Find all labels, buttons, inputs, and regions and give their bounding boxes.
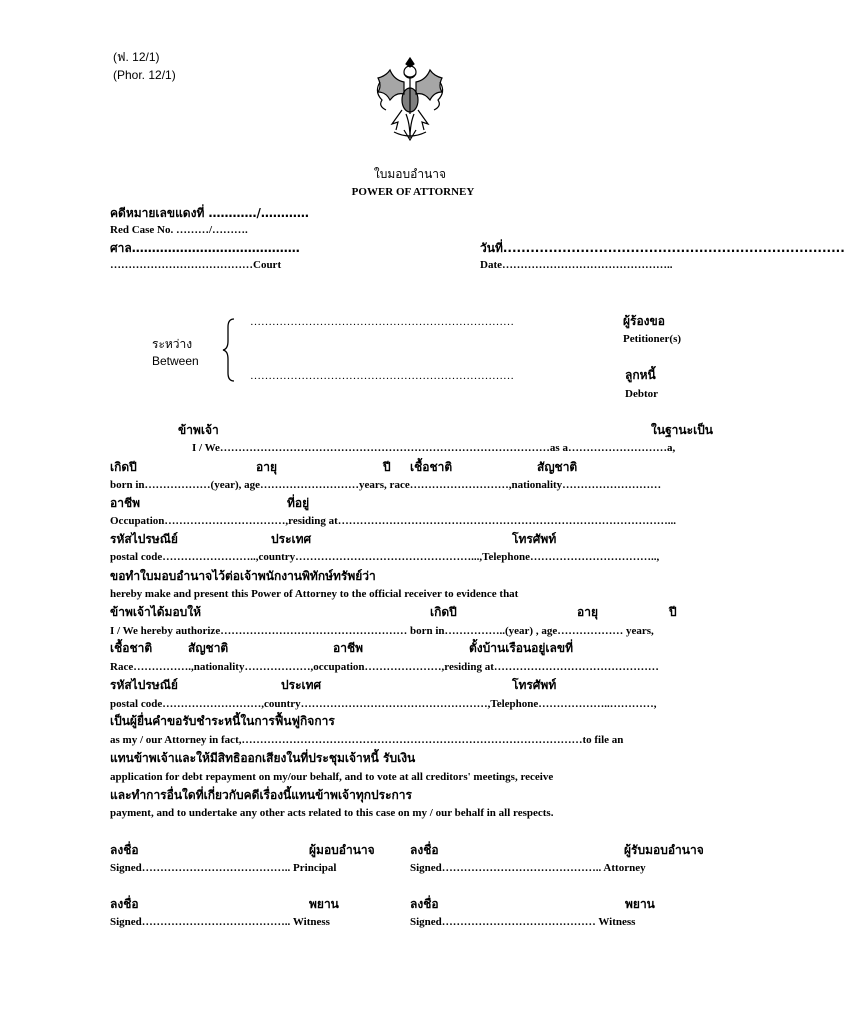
debtor-thai: ลูกหนี้ xyxy=(625,368,656,382)
sign-thai-4: ลงชื่อ xyxy=(410,897,439,911)
l7-thai-race: เชื้อชาติ xyxy=(110,641,153,655)
l2-en: born in………………(year), age………………………years, race………………………,nationality……………………… xyxy=(110,479,662,491)
l3-thai-address: ที่อยู่ xyxy=(287,496,310,510)
sign-thai-2: ลงชื่อ xyxy=(410,843,439,857)
l2-thai-race: เชื้อชาติ xyxy=(410,460,453,474)
l7-en: Race…………….,nationality………………,occupation…………………,residing at……………………………………… xyxy=(110,661,659,673)
l7-thai-residing: ตั้งบ้านเรือนอยู่เลขที่ xyxy=(469,641,573,655)
l1-thai-as: ในฐานะเป็น xyxy=(651,423,713,437)
l8-thai-country: ประเทศ xyxy=(281,678,322,692)
petitioner-en: Petitioner(s) xyxy=(623,333,682,345)
l4-thai-country: ประเทศ xyxy=(271,532,312,546)
l4-thai-phone: โทรศัพท์ xyxy=(512,532,557,546)
l6-thai-age: อายุ xyxy=(577,605,598,619)
sign-thai-3: ลงชื่อ xyxy=(110,897,139,911)
between-thai: ระหว่าง xyxy=(152,337,193,351)
l1-thai-i: ข้าพเจ้า xyxy=(178,423,219,437)
l3-en: Occupation……………………………,residing at………………………………………………………………………………... xyxy=(110,515,677,527)
l9-en: as my / our Attorney in fact,…………………………………………………………………………………to file an xyxy=(110,734,624,746)
court-en: …………………………………Court xyxy=(110,259,282,271)
l6-en: I / We hereby authorize…………………………………………… born in……………..(year) , age……………… years, xyxy=(110,625,654,637)
petitioner-line: ……………………………………………………………… xyxy=(250,316,514,328)
form-code-en: (Phor. 12/1) xyxy=(113,68,176,82)
attorney-thai: ผู้รับมอบอำนาจ xyxy=(624,843,704,857)
l11-thai: และทำการอื่นใดที่เกี่ยวกับคดีเรื่องนี้แทนข้าพเจ้าทุกประการ xyxy=(110,788,412,802)
l8-thai-phone: โทรศัพท์ xyxy=(512,678,557,692)
title-en: POWER OF ATTORNEY xyxy=(351,186,475,198)
debtor-line: ……………………………………………………………… xyxy=(250,370,514,382)
witness1-signature-line: Signed………………………………….. Witness xyxy=(110,916,330,928)
l9-thai: เป็นผู้ยื่นคำขอรับชำระหนี้ในการฟื้นฟูกิจการ xyxy=(110,714,335,728)
l5-en: hereby make and present this Power of Attorney to the official receiver to evidence that xyxy=(110,588,519,600)
l7-thai-nationality: สัญชาติ xyxy=(188,641,229,655)
title-thai: ใบมอบอำนาจ xyxy=(373,167,447,181)
date-en: Date……………………………………….. xyxy=(480,259,673,271)
l3-thai-occupation: อาชีพ xyxy=(110,496,140,510)
l5-thai: ขอทำใบมอบอำนาจไว้ต่อเจ้าพนักงานพิทักษ์ทรัพย์ว่า xyxy=(110,569,376,583)
l2-thai-age: อายุ xyxy=(256,460,277,474)
l10-en: application for debt repayment on my/our behalf, and to vote at all creditors' meetings, receive xyxy=(110,771,554,783)
garuda-emblem-icon xyxy=(364,52,456,144)
l6-thai-years: ปี xyxy=(669,605,677,619)
date-thai: วันที่........................................................................... xyxy=(480,241,845,255)
witness-thai-1: พยาน xyxy=(309,897,339,911)
l4-en: postal code……………………..,country…………………………………………...,Telephone…………………………….., xyxy=(110,551,660,563)
l10-thai: แทนข้าพเจ้าและให้มีสิทธิออกเสียงในที่ประชุมเจ้าหนี้ รับเงิน xyxy=(110,751,416,765)
l2-thai-nationality: สัญชาติ xyxy=(537,460,578,474)
l4-thai-postal: รหัสไปรษณีย์ xyxy=(110,532,178,546)
witness2-signature-line: Signed…………………………………… Witness xyxy=(410,916,636,928)
l8-en: postal code………………………,country……………………………………………,Telephone………………..…………, xyxy=(110,698,657,710)
l6-thai-authorize: ข้าพเจ้าได้มอบให้ xyxy=(110,605,202,619)
l7-thai-occupation: อาชีพ xyxy=(333,641,363,655)
court-thai: ศาล…………………………………… xyxy=(110,241,300,255)
l8-thai-postal: รหัสไปรษณีย์ xyxy=(110,678,178,692)
l2-thai-born: เกิดปี xyxy=(110,460,137,474)
brace-bracket xyxy=(222,318,236,382)
red-case-thai: คดีหมายเลขแดงที่ …………/………… xyxy=(110,206,309,220)
l11-en: payment, and to undertake any other acts related to this case on my / our behalf in all respects. xyxy=(110,807,554,819)
petitioner-thai: ผู้ร้องขอ xyxy=(623,314,665,328)
sign-thai-1: ลงชื่อ xyxy=(110,843,139,857)
l6-thai-born: เกิดปี xyxy=(430,605,457,619)
principal-signature-line: Signed………………………………….. Principal xyxy=(110,862,337,874)
red-case-en: Red Case No. ………/………. xyxy=(110,224,248,236)
l2-thai-years: ปี xyxy=(383,460,391,474)
form-code-thai: (ฟ. 12/1) xyxy=(113,50,160,64)
l1-en: I / We………………………………………………………………………………as a………………………a, xyxy=(192,442,676,454)
principal-thai: ผู้มอบอำนาจ xyxy=(309,843,375,857)
debtor-en: Debtor xyxy=(625,388,658,400)
between-en: Between xyxy=(152,354,199,368)
witness-thai-2: พยาน xyxy=(625,897,655,911)
attorney-signature-line: Signed…………………………………….. Attorney xyxy=(410,862,646,874)
